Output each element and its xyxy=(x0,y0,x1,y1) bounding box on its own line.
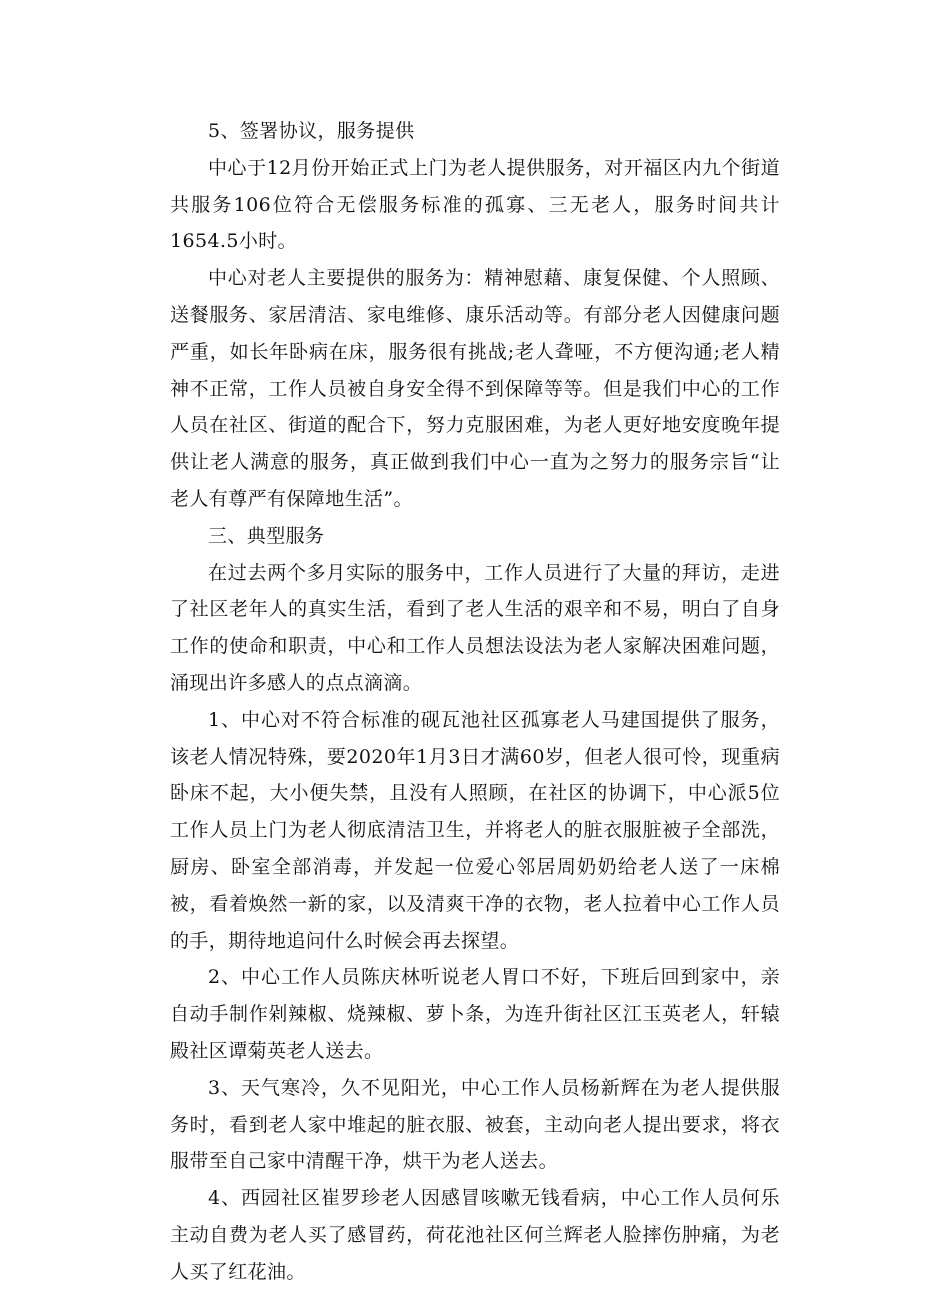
paragraph-case-3: 3、天气寒冷，久不见阳光，中心工作人员杨新辉在为老人提供服务时，看到老人家中堆起的脏衣服、被套，主动向老人提出要求，将衣服带至自己家中清醒干净，烘干为老人送去。 xyxy=(170,1076,780,1173)
section-heading-agreement: 5、签署协议，服务提供 xyxy=(208,120,415,142)
paragraph-service-start: 中心于12月份开始正式上门为老人提供服务，对开福区内九个街道共服务106位符合无偿服务标准的孤寡、三无老人，服务时间共计1654.5小时。 xyxy=(170,156,780,253)
paragraph-service-content: 中心对老人主要提供的服务为：精神慰藉、康复保健、个人照顾、送餐服务、家居清洁、家电维修、康乐活动等。有部分老人因健康问题严重，如长年卧病在床，服务很有挑战;老人聋哑，不方便沟通;老人精神不正常，工作人员被自身安全得不到保障等等。但是我们中心的工作人员在社区、街道的配合下，努力克服困难，为老人更好地安度晚年提供让老人满意的服务，真正做到我们中心一直为之努力的服务宗旨“让老人有尊严有保障地生活”。 xyxy=(170,267,780,510)
paragraph-case-2: 2、中心工作人员陈庆林听说老人胃口不好，下班后回到家中，亲自动手制作剁辣椒、烧辣椒、萝卜条，为连升街社区江玉英老人，轩辕殿社区谭菊英老人送去。 xyxy=(170,966,780,1062)
section-heading-typical-service: 三、典型服务 xyxy=(208,524,325,547)
paragraph-typical-intro: 在过去两个多月实际的服务中，工作人员进行了大量的拜访，走进了社区老年人的真实生活，看到了老人生活的艰辛和不易，明白了自身工作的使命和职责，中心和工作人员想法设法为老人家解决困难问题，涌现出许多感人的点点滴滴。 xyxy=(170,561,780,694)
paragraph-case-4: 4、西园社区崔罗珍老人因感冒咳嗽无钱看病，中心工作人员何乐主动自费为老人买了感冒药，荷花池社区何兰辉老人脸摔伤肿痛，为老人买了红花油。 xyxy=(170,1187,780,1283)
paragraph-case-1: 1、中心对不符合标准的砚瓦池社区孤寡老人马建国提供了服务，该老人情况特殊，要2020年1月3日才满60岁，但老人很可怜，现重病卧床不起，大小便失禁，且没有人照顾，在社区的协调下，中心派5位工作人员上门为老人彻底清洁卫生，并将老人的脏衣服脏被子全部洗，厨房、卧室全部消毒，并发起一位爱心邻居周奶奶给老人送了一床棉被，看着焕然一新的家，以及清爽干净的衣物，老人拉着中心工作人员的手，期待地追问什么时候会再去探望。 xyxy=(170,708,780,952)
